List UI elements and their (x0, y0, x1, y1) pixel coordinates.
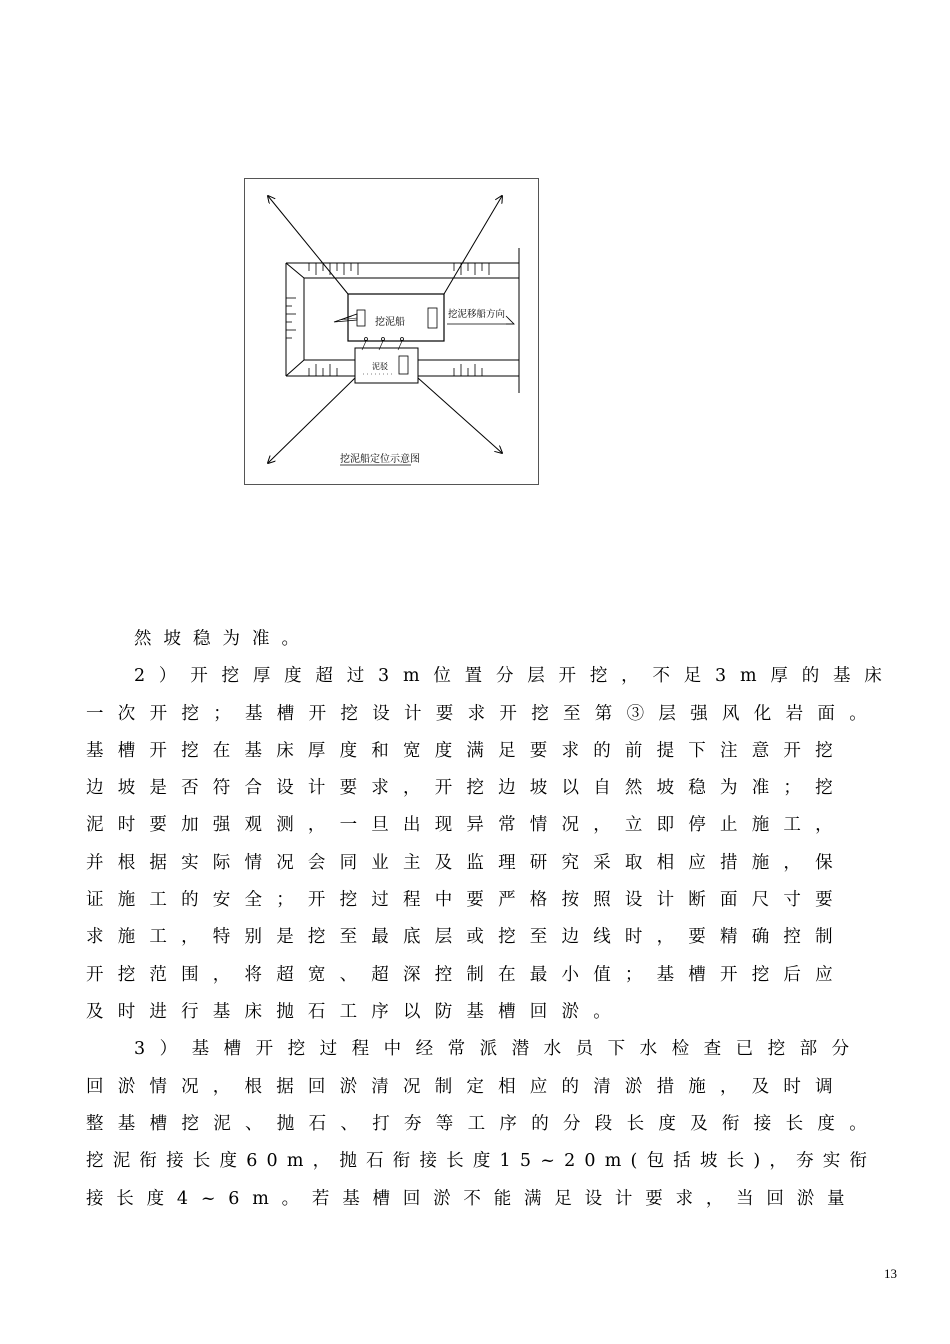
line-text: 然坡稳为准。 (134, 629, 311, 649)
text-line (86, 1069, 886, 1106)
text-line (86, 994, 686, 1031)
line-text: 一次开挖；基槽开挖设计要求开挖至第③层强风化岩面。 (86, 704, 881, 724)
text-line (86, 696, 908, 733)
text-line (134, 621, 314, 658)
direction-label: 挖泥移船方向 (448, 309, 506, 320)
text-line (86, 919, 886, 956)
line-text: 3）基槽开挖过程中经常派潜水员下水检查已挖部分 (134, 1039, 864, 1059)
line-text: 泥时要加强观测，一旦出现异常情况，立即停止施工， (86, 815, 847, 835)
line-text: 求施工，特别是挖至最底层或挖至边线时，要精确控制 (86, 927, 847, 947)
text-line (134, 658, 896, 695)
barge-label: 泥驳 (372, 362, 388, 371)
line-text: 证施工的安全；开挖过程中要严格按照设计断面尺寸要 (86, 890, 847, 910)
line-text: 及时进行基床抛石工序以防基槽回淤。 (86, 1002, 625, 1022)
line-text: 并根据实际情况会同业主及监理研究采取相应措施，保 (86, 853, 847, 873)
line-text: 回淤情况，根据回淤清况制定相应的清淤措施，及时调 (86, 1077, 847, 1097)
text-line (86, 733, 886, 770)
line-text: 接长度4~6m。若基槽回淤不能满足设计要求，当回淤量 (86, 1189, 858, 1209)
text-line (86, 845, 886, 882)
text-line (86, 807, 886, 844)
figure-caption: 挖泥船定位示意图 (340, 454, 420, 465)
line-text: 挖泥衔接长度60m，抛石衔接长度15~20m(包括坡长)，夯实衔 (86, 1151, 877, 1171)
page-number: 13 (884, 1266, 897, 1281)
text-line (86, 882, 886, 919)
line-text: 基槽开挖在基床厚度和宽度满足要求的前提下注意开挖 (86, 741, 847, 761)
line-text: 开挖范围，将超宽、超深控制在最小值；基槽开挖后应 (86, 965, 847, 985)
dredger-label: 挖泥船 (375, 317, 405, 328)
line-text: 整基槽挖泥、抛石、打夯等工序的分段长度及衔接长度。 (86, 1114, 881, 1134)
text-line (86, 770, 886, 807)
text-line (86, 1143, 886, 1180)
text-line (86, 1181, 886, 1218)
text-line (86, 957, 886, 994)
text-line (86, 1106, 908, 1143)
dredger-positioning-diagram (244, 178, 539, 485)
line-text: 边坡是否符合设计要求，开挖边坡以自然坡稳为准；挖 (86, 778, 847, 798)
text-line (134, 1031, 878, 1068)
line-text: 2）开挖厚度超过3m位置分层开挖，不足3m厚的基床 (134, 666, 896, 686)
